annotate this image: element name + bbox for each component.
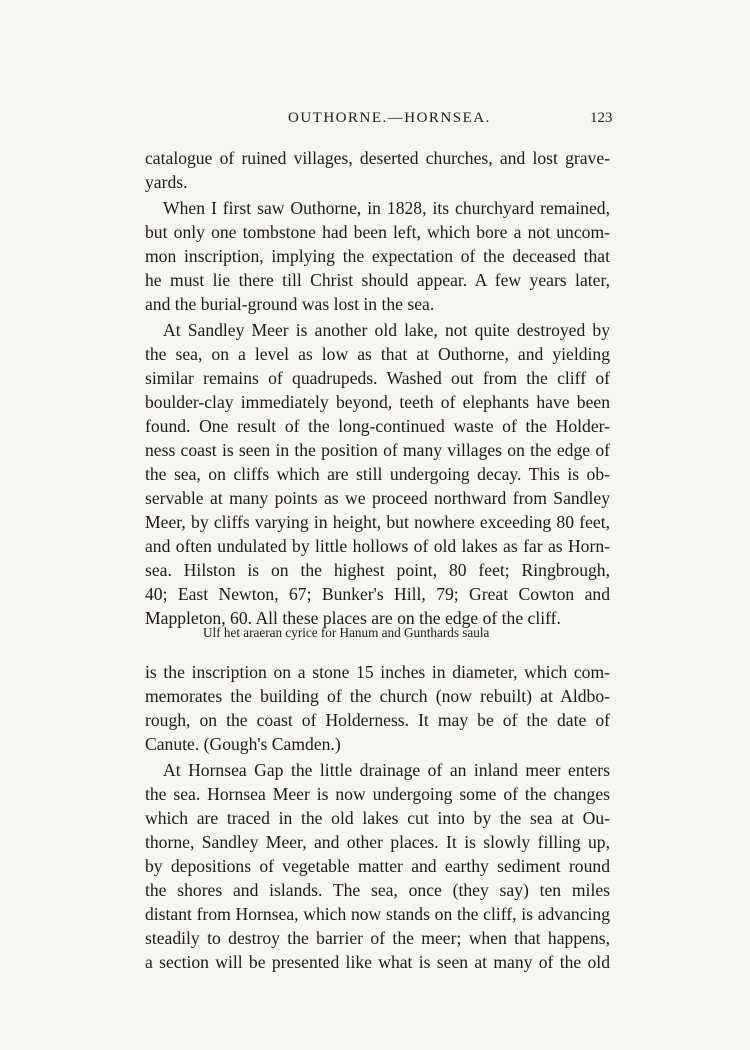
body-line: the sea, on a level as low as that at Outhorne, and yielding bbox=[145, 344, 610, 364]
body-line: servable at many points as we proceed northward from Sandley bbox=[145, 488, 610, 508]
body-line: 40; East Newton, 67; Bunker's Hill, 79; Great Cowton and bbox=[145, 584, 610, 604]
body-line: the sea, on cliffs which are still undergoing decay. This is ob- bbox=[145, 464, 610, 484]
body-line: and often undulated by little hollows of old lakes as far as Horn- bbox=[145, 536, 610, 556]
body-line: memorates the building of the church (now rebuilt) at Aldbo- bbox=[145, 686, 610, 706]
page-number: 123 bbox=[590, 110, 613, 126]
body-line: he must lie there till Christ should appear. A few years later, bbox=[145, 270, 610, 290]
body-line: At Hornsea Gap the little drainage of an inland meer enters bbox=[163, 760, 610, 780]
body-line: sea. Hilston is on the highest point, 80 feet; Ringbrough, bbox=[145, 560, 610, 580]
body-line: is the inscription on a stone 15 inches in diameter, which com- bbox=[145, 662, 610, 682]
body-line: Mappleton, 60. All these places are on the edge of the cliff. bbox=[145, 608, 561, 628]
body-line: thorne, Sandley Meer, and other places. It is slowly filling up, bbox=[145, 832, 610, 852]
body-line: mon inscription, implying the expectation of the deceased that bbox=[145, 246, 610, 266]
body-line: and the burial-ground was lost in the sea. bbox=[145, 294, 435, 314]
inscription-quote: Ulf het araeran cyrice for Hanum and Gunthards saula bbox=[203, 625, 490, 640]
body-line: boulder-clay immediately beyond, teeth of elephants have been bbox=[145, 392, 610, 412]
body-line: Meer, by cliffs varying in height, but nowhere exceeding 80 feet, bbox=[145, 512, 610, 532]
body-line: At Sandley Meer is another old lake, not quite destroyed by bbox=[163, 320, 610, 340]
body-line: which are traced in the old lakes cut into by the sea at Ou- bbox=[145, 808, 610, 828]
body-line: yards. bbox=[145, 172, 188, 192]
body-line: by depositions of vegetable matter and earthy sediment round bbox=[145, 856, 610, 876]
body-line: the sea. Hornsea Meer is now undergoing some of the changes bbox=[145, 784, 610, 804]
running-title: OUTHORNE.—HORNSEA. bbox=[288, 110, 491, 126]
body-line: ness coast is seen in the position of many villages on the edge of bbox=[145, 440, 610, 460]
body-line: steadily to destroy the barrier of the meer; when that happens, bbox=[145, 928, 610, 948]
body-line: catalogue of ruined villages, deserted churches, and lost grave- bbox=[145, 148, 610, 168]
page-header bbox=[0, 110, 750, 130]
body-line: Canute. (Gough's Camden.) bbox=[145, 734, 341, 754]
body-line: distant from Hornsea, which now stands on the cliff, is advancing bbox=[145, 904, 610, 924]
body-line: similar remains of quadrupeds. Washed out from the cliff of bbox=[145, 368, 610, 388]
body-line: but only one tombstone had been left, which bore a not uncom- bbox=[145, 222, 610, 242]
body-line: found. One result of the long-continued waste of the Holder- bbox=[145, 416, 610, 436]
body-line: the shores and islands. The sea, once (they say) ten miles bbox=[145, 880, 610, 900]
body-line: a section will be presented like what is seen at many of the old bbox=[145, 952, 610, 972]
body-line: When I first saw Outhorne, in 1828, its churchyard remained, bbox=[163, 198, 610, 218]
body-line: rough, on the coast of Holderness. It may be of the date of bbox=[145, 710, 610, 730]
